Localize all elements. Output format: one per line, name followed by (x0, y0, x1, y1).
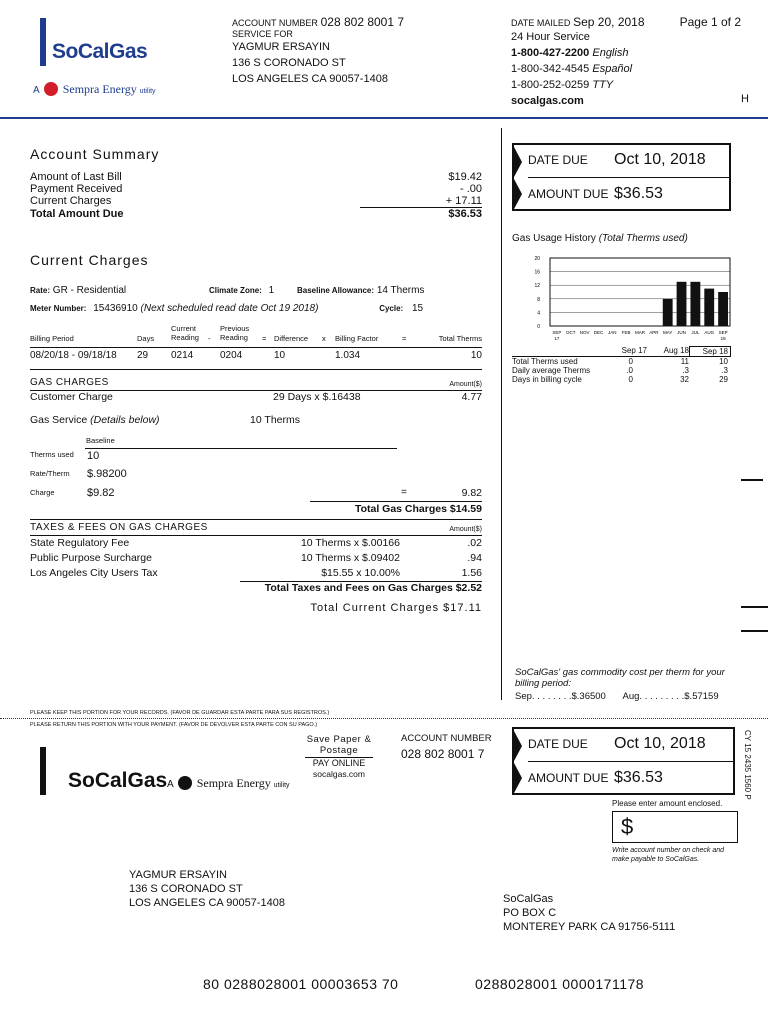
stub-logo-mark (40, 747, 46, 795)
y-tick-label: 4 (537, 310, 540, 317)
gas-charges-header: GAS CHARGES Amount($) (30, 377, 482, 388)
x-tick-label: OCT (566, 330, 576, 335)
x-tick-label: SEP (718, 330, 728, 335)
x-tick-label: JAN (608, 330, 617, 335)
therms-used: 10 (87, 450, 100, 462)
total-current-charges: Total Current Charges $17.11 (310, 602, 482, 614)
stub-amount-due-label: AMOUNT DUE (528, 771, 609, 785)
chart-frame (550, 258, 730, 326)
x-tick-label: JUL (691, 330, 700, 335)
date-mailed-label: DATE MAILED (511, 18, 571, 28)
account-summary-table (30, 171, 482, 220)
socalgas-logo: SoCalGas (52, 40, 148, 63)
gas-service-therms: 10 Therms (250, 414, 300, 426)
meter-line: Meter Number: 15436910 (Next scheduled read date Oct 19 2018) Cycle: 15 (30, 303, 424, 314)
due-box-top (512, 143, 731, 211)
usage-table-header: Sep 17 Aug 18 Sep 18 (512, 346, 731, 357)
arrow-icon (514, 763, 522, 793)
enter-amount-label: Please enter amount enclosed. (612, 799, 723, 808)
usage-bar (718, 292, 728, 326)
x-tick-label: NOV (579, 330, 590, 335)
sempra-suffix: utility (139, 88, 156, 95)
stub-side-code: CY 15 2435 1560 P (743, 730, 752, 800)
usage-table (512, 346, 731, 384)
stub-socalgas-logo: SoCalGas (68, 769, 168, 792)
y-tick-label: 12 (534, 283, 540, 290)
charge-rule (310, 501, 482, 502)
baseline-column-label: Baseline (86, 436, 115, 445)
stub-customer-address: YAGMUR ERSAYIN 136 S CORONADO ST LOS ANGELES CA 90057-1408 (129, 869, 285, 909)
arrow-icon (514, 731, 522, 761)
save-paper: Save Paper & Postage (306, 734, 372, 756)
x-tick-label: AUG (704, 330, 715, 335)
header-divider (0, 117, 768, 119)
total-taxes: Total Taxes and Fees on Gas Charges $2.52 (264, 582, 482, 594)
account-number: 028 802 8001 7 (320, 15, 405, 29)
usage-bar (690, 282, 700, 326)
date-mailed: Sep 20, 2018 (573, 15, 645, 29)
service-for-label: SERVICE FOR (232, 29, 293, 39)
page-indicator: Page 1 of 2 (679, 15, 741, 29)
x-tick-label: MAY (662, 330, 673, 335)
sempra-flame-icon (44, 82, 58, 96)
y-tick-label: 20 (534, 256, 540, 262)
account-info (232, 15, 404, 87)
usage-history-title: Gas Usage History (Total Therms used) (512, 233, 688, 244)
x-tick-label: MAR (635, 330, 645, 335)
x-tick-label: APR (649, 330, 659, 335)
rate-therm: $.98200 (87, 468, 127, 480)
charge: $9.82 (87, 487, 115, 499)
logo-flame-mark (40, 18, 46, 66)
taxes-header: TAXES & FEES ON GAS CHARGES Amount($) (30, 522, 482, 533)
tear-line (0, 718, 768, 719)
amount-due: $36.53 (614, 185, 663, 202)
x-tick-label: DEC (593, 330, 604, 335)
phone-english[interactable]: 1-800-427-2200 English (511, 47, 629, 59)
due-box-stub (512, 727, 735, 795)
charge-total: 9.82 (461, 487, 482, 499)
summary-row: Payment Received - .00 (30, 183, 482, 195)
scanline-left: 80 0288028001 00003653 70 (203, 976, 399, 992)
taxes-top-rule (30, 519, 482, 520)
stub-amount-due: $36.53 (614, 769, 663, 786)
service-24: 24 Hour Service (511, 31, 590, 43)
stub-account-number: 028 802 8001 7 (401, 747, 485, 761)
usage-chart (510, 250, 735, 346)
pay-online-link[interactable]: PAY ONLINE (312, 758, 366, 768)
billing-period-row: 08/20/18 - 09/18/18 29 0214 0204 10 1.034 10 (30, 350, 482, 361)
tax-row: State Regulatory Fee 10 Therms x $.00166 .02 (30, 537, 482, 549)
phone-spanish[interactable]: 1-800-342-4545 Español (511, 63, 633, 75)
usage-table-row: Total Therms used 0 11 10 (512, 357, 728, 366)
charge-label: Charge (30, 488, 55, 497)
period-bottom-rule (30, 369, 482, 370)
total-gas-charges: Total Gas Charges $14.59 (354, 503, 482, 515)
remit-address: SoCalGas PO BOX C MONTEREY PARK CA 91756-5111 (503, 893, 676, 933)
x-tick-label: 17 (554, 336, 560, 341)
customer-address-line2: LOS ANGELES CA 90057-1408 (232, 73, 388, 85)
website-link[interactable]: socalgas.com (511, 95, 584, 107)
billing-period-header: Billing Period Days Current Reading - Previous Reading = Difference x Billing Factor = Total Therms (30, 324, 482, 343)
charge-equals: = (401, 487, 407, 498)
corner-mark: H (741, 93, 749, 105)
phone-tty[interactable]: 1-800-252-0259 TTY (511, 79, 614, 91)
rate-therm-label: Rate/Therm (30, 469, 70, 478)
account-summary-title: Account Summary (30, 146, 160, 162)
y-tick-label: 16 (534, 269, 540, 276)
omr-mark (741, 606, 768, 608)
arrow-icon (514, 147, 522, 177)
stub-date-due: Oct 10, 2018 (614, 735, 706, 752)
return-portion-note: PLEASE RETURN THIS PORTION WITH YOUR PAYMENT. (FAVOR DE DEVOLVER ESTA PARTE CON SU PAGO.) (30, 722, 318, 728)
summary-total-row: Total Amount Due $36.53 (30, 208, 482, 220)
contact-info (511, 15, 741, 109)
summary-row: Amount of Last Bill $19.42 (30, 171, 482, 183)
rate-line: Rate: GR - Residential Climate Zone: 1 Baseline Allowance: 14 Therms (30, 285, 425, 296)
taxes-rule (30, 535, 482, 536)
due-box-divider (528, 761, 733, 762)
arrow-icon (514, 179, 522, 209)
customer-name: YAGMUR ERSAYIN (232, 41, 330, 53)
x-tick-label: JUN (677, 330, 686, 335)
dollar-sign: $ (621, 814, 634, 839)
keep-portion-note: PLEASE KEEP THIS PORTION FOR YOUR RECORDS. (FAVOR DE GUARDAR ESTA PARTE PARA SUS REGISTROS.) (30, 710, 330, 716)
period-rule (30, 347, 482, 348)
stub-sempra-tagline: A Sempra Energy utility (167, 776, 290, 790)
date-due: Oct 10, 2018 (614, 151, 706, 168)
tax-row: Los Angeles City Users Tax $15.55 x 10.00% 1.56 (30, 567, 482, 579)
y-tick-label: 8 (537, 296, 540, 303)
tax-row: Public Purpose Surcharge 10 Therms x $.09402 .94 (30, 552, 482, 564)
gas-service-row: Gas Service (Details below) (30, 414, 160, 426)
date-due-label: DATE DUE (528, 153, 588, 167)
x-tick-label: SEP (552, 330, 562, 335)
usage-bar (663, 299, 673, 326)
omr-mark (741, 630, 768, 632)
amount-enclosed-input[interactable] (612, 811, 738, 843)
usage-table-row: Days in billing cycle 0 32 29 (512, 375, 728, 384)
baseline-rule (85, 448, 397, 449)
y-tick-label: 0 (537, 324, 540, 330)
summary-row: Current Charges + 17.11 (30, 195, 482, 207)
omr-mark (741, 479, 763, 481)
scanline-right: 0288028001 0000171178 (475, 976, 645, 992)
commodity-note: SoCalGas' gas commodity cost per therm for your billing period: (515, 667, 725, 689)
x-tick-label: 18 (720, 336, 726, 341)
usage-bar (704, 289, 714, 326)
stub-date-due-label: DATE DUE (528, 737, 588, 751)
commodity-rates: Sep. . . . . . . .$.36500 Aug. . . . . . . . .$.57159 (515, 691, 719, 702)
customer-charge-row: Customer Charge 29 Days x $.16438 4.77 (30, 391, 482, 403)
write-note: Write account number on check and make payable to SoCalGas. (612, 847, 725, 863)
therms-used-label: Therms used (30, 450, 74, 459)
customer-address-line1: 136 S CORONADO ST (232, 57, 346, 69)
sempra-prefix: A (33, 85, 40, 96)
stub-sempra-flame-icon (178, 776, 192, 790)
amount-due-label: AMOUNT DUE (528, 187, 609, 201)
sempra-tagline (33, 82, 156, 97)
x-tick-label: FEB (621, 330, 631, 335)
usage-table-row: Daily average Therms .0 .3 .3 (512, 366, 728, 375)
usage-bar (677, 282, 687, 326)
current-charges-title: Current Charges (30, 252, 149, 268)
sempra-name: Sempra Energy (62, 82, 137, 96)
account-number-label: ACCOUNT NUMBER (232, 18, 318, 28)
stub-website-link[interactable]: socalgas.com (313, 769, 365, 779)
column-divider (501, 128, 502, 700)
stub-account-number-label: ACCOUNT NUMBER (401, 733, 492, 744)
due-box-divider (528, 177, 729, 178)
